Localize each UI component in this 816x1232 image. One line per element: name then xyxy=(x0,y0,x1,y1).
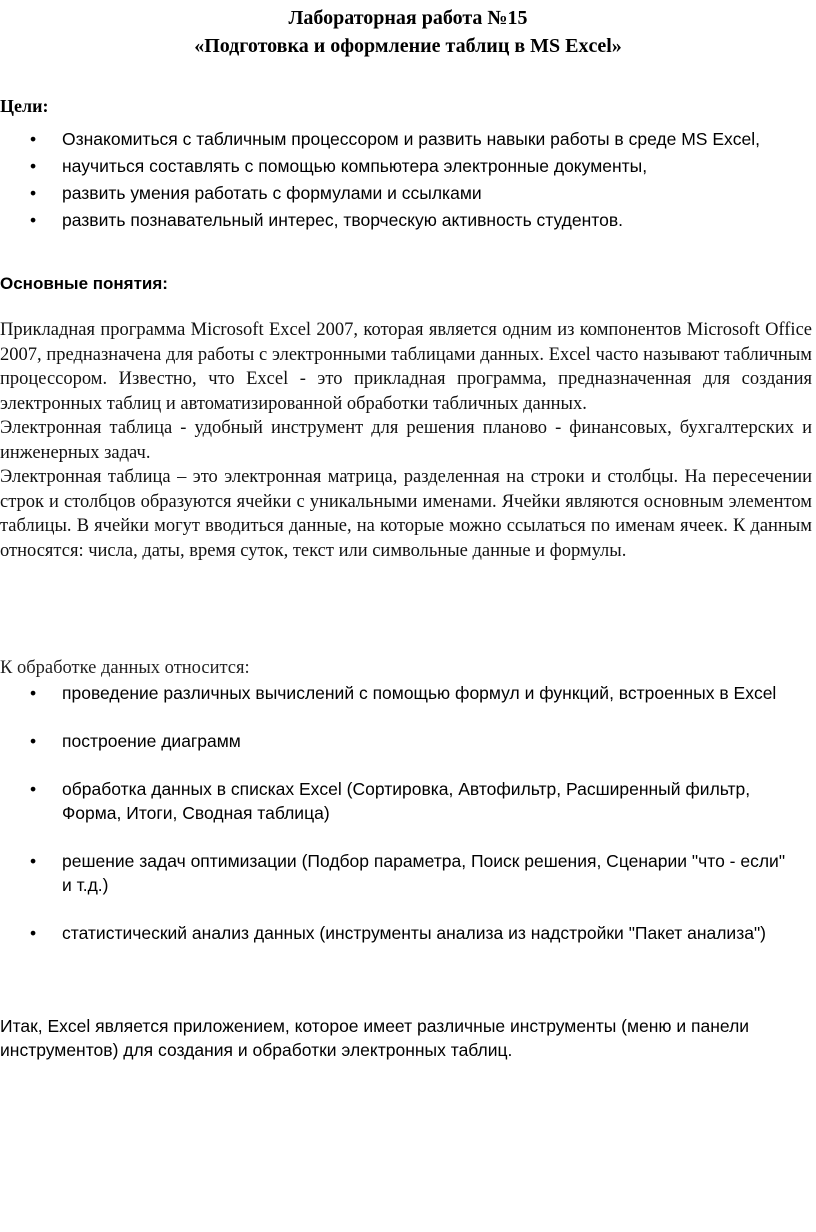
list-item xyxy=(0,729,812,753)
document-title-line-2: «Подготовка и оформление таблиц в MS Excel» xyxy=(194,35,622,57)
list-item xyxy=(0,208,812,232)
list-item xyxy=(0,777,812,825)
bullet-icon: • xyxy=(30,779,37,799)
list-item xyxy=(0,127,812,151)
bullet-icon: • xyxy=(30,851,37,871)
bullet-icon: • xyxy=(30,129,37,149)
list-item xyxy=(0,681,812,705)
goals-heading: Цели: xyxy=(0,96,49,116)
concepts-paragraph: Электронная таблица – это электронная матрица, разделенная на строки и столбцы. На пересечении строк и столбцов образуются ячейки с уникальными именами. Ячейки являются основным элементом таблицы. В ячейки могут вводиться данные, на которые можно ссылаться по именам ячеек. К данным относятся: числа, даты, время суток, текст или символьные данные и формулы. xyxy=(0,467,812,561)
concepts-heading: Основные понятия: xyxy=(0,274,168,293)
processing-item-text: обработка данных в списках Excel (Сортировка, Автофильтр, Расширенный фильтр, Форма, Итоги, Сводная таблица) xyxy=(62,779,751,823)
bullet-icon: • xyxy=(30,923,37,943)
processing-intro: К обработке данных относится: xyxy=(0,658,250,678)
list-item xyxy=(0,849,812,897)
processing-list xyxy=(0,681,812,969)
document-title-line-1: Лабораторная работа №15 xyxy=(288,7,528,29)
processing-item-text: решение задач оптимизации (Подбор параметра, Поиск решения, Сценарии "что - если" и т.д.) xyxy=(62,851,786,895)
bullet-icon: • xyxy=(30,683,37,703)
processing-item-text: проведение различных вычислений с помощью формул и функций, встроенных в Excel xyxy=(62,683,777,703)
concepts-body xyxy=(0,318,812,563)
list-item xyxy=(0,181,812,205)
concepts-paragraph: Прикладная программа Microsoft Excel 2007, которая является одним из компонентов Microsoft Office 2007, предназначена для работы с электронными таблицами данных. Excel часто называют табличным процессором. Известно, что Excel - это прикладная программа, предназначенная для создания электронных таблиц и автоматизированной обработки табличных данных. xyxy=(0,320,812,414)
list-item xyxy=(0,154,812,178)
list-item xyxy=(0,921,812,945)
goals-list xyxy=(0,127,812,235)
bullet-icon: • xyxy=(30,731,37,751)
goal-text: научиться составлять с помощью компьютера электронные документы, xyxy=(62,156,648,176)
concepts-paragraph: Электронная таблица - удобный инструмент для решения планово - финансовых, бухгалтерских и инженерных задач. xyxy=(0,418,812,463)
bullet-icon: • xyxy=(30,183,37,203)
bullet-icon: • xyxy=(30,156,37,176)
bullet-icon: • xyxy=(30,210,37,230)
conclusion-paragraph: Итак, Excel является приложением, которое имеет различные инструменты (меню и панели инструментов) для создания и обработки электронных таблиц. xyxy=(0,1016,750,1060)
processing-item-text: построение диаграмм xyxy=(62,731,241,751)
goal-text: развить познавательный интерес, творческую активность студентов. xyxy=(62,210,623,230)
processing-item-text: статистический анализ данных (инструменты анализа из надстройки "Пакет анализа") xyxy=(62,923,767,943)
goal-text: Ознакомиться с табличным процессором и развить навыки работы в среде MS Excel, xyxy=(62,129,760,149)
goal-text: развить умения работать с формулами и ссылками xyxy=(62,183,482,203)
